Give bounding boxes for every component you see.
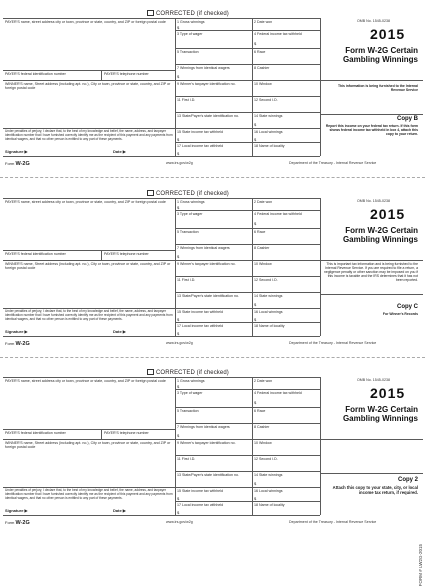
w2g-form-1 xyxy=(3,8,423,176)
copy-designation: Copy C xyxy=(397,304,418,310)
box5-transaction: 5 Transaction xyxy=(177,50,199,54)
dollar-sign: $ xyxy=(177,384,180,389)
copy-instructions: Attach this copy to your state, city, or local income tax return, if required. xyxy=(332,485,418,495)
copy-information: This is important tax information and is being furnished to the Internal Revenue Service. If you are required to file a return, a negligence penalty or other sanction may be imposed on you if this income is taxable and the IRS determines that it has not been reported. xyxy=(323,262,418,282)
omb-number: OMB No. 1545-0238 xyxy=(357,378,390,382)
box5-transaction: 5 Transaction xyxy=(177,230,199,234)
box3-type-of-wager: 3 Type of wager xyxy=(177,391,203,395)
box9-winner-tin: 9 Winner's taxpayer identification no. xyxy=(177,82,236,86)
corrected-checkbox[interactable] xyxy=(147,190,154,196)
box14-state-winnings: 14 State winnings xyxy=(254,294,283,298)
corrected-checkbox-label[interactable]: CORRECTED (if checked) xyxy=(147,369,229,377)
payer-id-label: PAYER'S federal identification number xyxy=(5,252,66,256)
copy-designation: Copy 2 xyxy=(397,477,418,483)
copy-information: This information is being furnished to the Internal Revenue Service xyxy=(337,84,418,92)
dollar-sign: $ xyxy=(177,496,180,501)
box5-transaction: 5 Transaction xyxy=(177,409,199,413)
signature-label[interactable]: Signature ▶ xyxy=(5,149,28,154)
box13-state-payer-id: 13 State/Payer's state identification no. xyxy=(177,114,240,118)
winner-name-address-label: WINNER'S name, Street address (including apt. no.), City or town, province or state, country, and ZIP or foreign postal code xyxy=(5,441,171,450)
perforation-line xyxy=(0,177,425,178)
box13-state-payer-id: 13 State/Payer's state identification no. xyxy=(177,473,240,477)
box8-cashier: 8 Cashier xyxy=(254,246,270,250)
box11-first-id: 11 First I.D. xyxy=(177,98,196,102)
copy-instructions: For Winner's Records xyxy=(382,312,418,316)
signature-label[interactable]: Signature ▶ xyxy=(5,508,28,513)
perforation-line xyxy=(0,357,425,358)
dollar-sign: $ xyxy=(254,400,257,405)
box12-second-id: 12 Second I.D. xyxy=(254,98,278,102)
dollar-sign: $ xyxy=(177,205,180,210)
dollar-sign: $ xyxy=(254,41,257,46)
dollar-sign: $ xyxy=(177,331,180,336)
copy-designation: Copy B xyxy=(397,116,418,122)
box14-state-winnings: 14 State winnings xyxy=(254,114,283,118)
box6-race: 6 Race xyxy=(254,50,266,54)
box4-federal-tax-withheld: 4 Federal income tax withheld xyxy=(254,391,302,395)
box15-state-tax-withheld: 15 State income tax withheld xyxy=(177,130,223,134)
winner-name-address-label: WINNER'S name, Street address (including apt. no.), City or town, province or state, country, and ZIP or foreign postal code xyxy=(5,82,171,91)
box4-federal-tax-withheld: 4 Federal income tax withheld xyxy=(254,212,302,216)
irs-website[interactable]: www.irs.gov/w2g xyxy=(166,161,193,165)
tax-year: 2015 xyxy=(370,206,406,222)
box2-date-won: 2 Date won xyxy=(254,379,273,383)
box11-first-id: 11 First I.D. xyxy=(177,457,196,461)
form-title: Form W-2G Certain Gambling Winnings xyxy=(342,405,418,423)
box17-local-tax-withheld: 17 Local income tax withheld xyxy=(177,144,224,148)
dollar-sign: $ xyxy=(177,254,180,259)
dollar-sign: $ xyxy=(254,137,257,142)
department-label: Department of the Treasury - Internal Revenue Service xyxy=(289,520,377,524)
box7-identical-wagers: 7 Winnings from identical wagers xyxy=(177,246,230,250)
box15-state-tax-withheld: 15 State income tax withheld xyxy=(177,310,223,314)
date-label[interactable]: Date ▶ xyxy=(113,508,126,513)
w2g-form-2 xyxy=(3,188,423,356)
box11-first-id: 11 First I.D. xyxy=(177,278,196,282)
irs-website[interactable]: www.irs.gov/w2g xyxy=(166,520,193,524)
dollar-sign: $ xyxy=(254,122,257,127)
irs-website[interactable]: www.irs.gov/w2g xyxy=(166,341,193,345)
dollar-sign: $ xyxy=(254,302,257,307)
box1-gross-winnings: 1 Gross winnings xyxy=(177,20,205,24)
box12-second-id: 12 Second I.D. xyxy=(254,278,278,282)
form-title: Form W-2G Certain Gambling Winnings xyxy=(342,46,418,64)
box2-date-won: 2 Date won xyxy=(254,20,273,24)
box17-local-tax-withheld: 17 Local income tax withheld xyxy=(177,324,224,328)
box17-local-tax-withheld: 17 Local income tax withheld xyxy=(177,503,224,507)
dollar-sign: $ xyxy=(177,151,180,156)
box18-locality: 18 Name of locality xyxy=(254,144,285,148)
penalty-statement: Under penalties of perjury, I declare that, to the best of my knowledge and belief, the name, address, and taxpayer identification number that I have furnished correctly identify me as the recipient of this payment and any payments from identical wagers, and that no other person is entitled to any part of these payments. xyxy=(5,129,173,141)
box13-state-payer-id: 13 State/Payer's state identification no. xyxy=(177,294,240,298)
tax-year: 2015 xyxy=(370,26,406,42)
form-number: Form W-2G xyxy=(5,520,30,526)
box4-federal-tax-withheld: 4 Federal income tax withheld xyxy=(254,32,302,36)
payer-phone-label: PAYER'S telephone number xyxy=(104,72,149,76)
dollar-sign: $ xyxy=(177,433,180,438)
tax-year: 2015 xyxy=(370,385,406,401)
payer-name-address-label: PAYER'S name, street address city or town, province or state, country, and ZIP or foreign postal code xyxy=(5,20,166,24)
box9-winner-tin: 9 Winner's taxpayer identification no. xyxy=(177,441,236,445)
dollar-sign: $ xyxy=(254,481,257,486)
dollar-sign: $ xyxy=(254,496,257,501)
box6-race: 6 Race xyxy=(254,409,266,413)
payer-phone-label: PAYER'S telephone number xyxy=(104,252,149,256)
dollar-sign: $ xyxy=(254,221,257,226)
payer-id-label: PAYER'S federal identification number xyxy=(5,431,66,435)
box14-state-winnings: 14 State winnings xyxy=(254,473,283,477)
box16-local-winnings: 16 Local winnings xyxy=(254,130,283,134)
date-label[interactable]: Date ▶ xyxy=(113,329,126,334)
winner-name-address-label: WINNER'S name, Street address (including apt. no.), City or town, province or state, country, and ZIP or foreign postal code xyxy=(5,262,171,271)
corrected-checkbox[interactable] xyxy=(147,10,154,16)
department-label: Department of the Treasury - Internal Revenue Service xyxy=(289,341,377,345)
box2-date-won: 2 Date won xyxy=(254,200,273,204)
form-number: Form W-2G xyxy=(5,161,30,167)
box3-type-of-wager: 3 Type of wager xyxy=(177,212,203,216)
box8-cashier: 8 Cashier xyxy=(254,66,270,70)
department-label: Department of the Treasury - Internal Revenue Service xyxy=(289,161,377,165)
box7-identical-wagers: 7 Winnings from identical wagers xyxy=(177,425,230,429)
dollar-sign: $ xyxy=(254,317,257,322)
omb-number: OMB No. 1545-0238 xyxy=(357,19,390,23)
omb-number: OMB No. 1545-0238 xyxy=(357,199,390,203)
box10-window: 10 Window xyxy=(254,82,272,86)
box3-type-of-wager: 3 Type of wager xyxy=(177,32,203,36)
date-label[interactable]: Date ▶ xyxy=(113,149,126,154)
w2g-form-3 xyxy=(3,367,423,535)
signature-label[interactable]: Signature ▶ xyxy=(5,329,28,334)
box7-identical-wagers: 7 Winnings from identical wagers xyxy=(177,66,230,70)
box10-window: 10 Window xyxy=(254,262,272,266)
corrected-checkbox[interactable] xyxy=(147,369,154,375)
dollar-sign: $ xyxy=(177,510,180,515)
box16-local-winnings: 16 Local winnings xyxy=(254,489,283,493)
payer-name-address-label: PAYER'S name, street address city or town, province or state, country, and ZIP or foreign postal code xyxy=(5,200,166,204)
corrected-checkbox-label[interactable]: CORRECTED (if checked) xyxy=(147,10,229,18)
box18-locality: 18 Name of locality xyxy=(254,324,285,328)
form-number: Form W-2G xyxy=(5,341,30,347)
box8-cashier: 8 Cashier xyxy=(254,425,270,429)
dollar-sign: $ xyxy=(177,74,180,79)
box10-window: 10 Window xyxy=(254,441,272,445)
box16-local-winnings: 16 Local winnings xyxy=(254,310,283,314)
dollar-sign: $ xyxy=(177,137,180,142)
box9-winner-tin: 9 Winner's taxpayer identification no. xyxy=(177,262,236,266)
form-title: Form W-2G Certain Gambling Winnings xyxy=(342,226,418,244)
box12-second-id: 12 Second I.D. xyxy=(254,457,278,461)
box1-gross-winnings: 1 Gross winnings xyxy=(177,200,205,204)
box15-state-tax-withheld: 15 State income tax withheld xyxy=(177,489,223,493)
penalty-statement: Under penalties of perjury, I declare that, to the best of my knowledge and belief, the name, address, and taxpayer identification number that I have furnished correctly identify me as the recipient of this payment and any payments from identical wagers, and that no other person is entitled to any part of these payments. xyxy=(5,309,173,321)
box18-locality: 18 Name of locality xyxy=(254,503,285,507)
penalty-statement: Under penalties of perjury, I declare that, to the best of my knowledge and belief, the name, address, and taxpayer identification number that I have furnished correctly identify me as the recipient of this payment and any payments from identical wagers, and that no other person is entitled to any part of these payments. xyxy=(5,488,173,500)
payer-id-label: PAYER'S federal identification number xyxy=(5,72,66,76)
side-form-code: FORM # LW2G-2015 xyxy=(418,544,423,586)
copy-instructions: Report this income on your federal tax return. If this form shows federal income tax withheld in box 4, attach this copy to your return. xyxy=(325,124,418,136)
corrected-checkbox-label[interactable]: CORRECTED (if checked) xyxy=(147,190,229,198)
box6-race: 6 Race xyxy=(254,230,266,234)
dollar-sign: $ xyxy=(177,25,180,30)
dollar-sign: $ xyxy=(177,317,180,322)
box1-gross-winnings: 1 Gross winnings xyxy=(177,379,205,383)
payer-phone-label: PAYER'S telephone number xyxy=(104,431,149,435)
payer-name-address-label: PAYER'S name, street address city or town, province or state, country, and ZIP or foreign postal code xyxy=(5,379,166,383)
